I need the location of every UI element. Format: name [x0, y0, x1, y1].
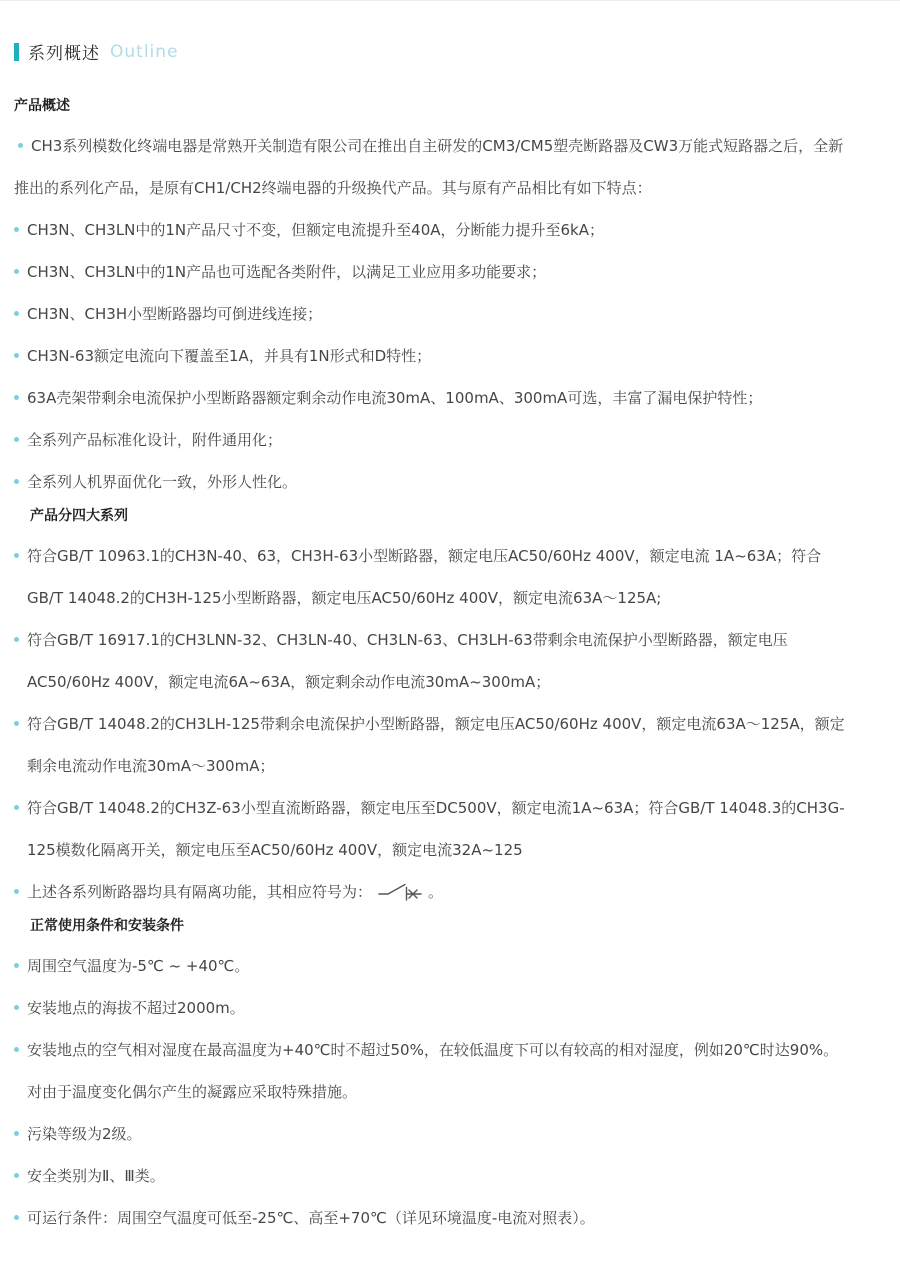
- bullet-text: 符合GB/T 14048.2的CH3LH-125带剩余电流保护小型断路器，额定电压AC50/60Hz 400V，额定电流63A～125A，额定剩余电流动作电流30mA～300mA；: [27, 715, 845, 775]
- section-heading: 产品概述: [14, 98, 70, 114]
- bullet-item: [14, 1029, 852, 1113]
- page-subtitle: Outline: [110, 41, 179, 62]
- bullet-item: [14, 787, 852, 871]
- bullet-item: [14, 335, 852, 377]
- bullet-dot-icon: [18, 143, 23, 148]
- bullet-text: 全系列人机界面优化一致，外形人性化。: [27, 473, 298, 491]
- bullet-text: 可运行条件：周围空气温度可低至-25℃、高至+70℃（详见环境温度-电流对照表）。: [27, 1209, 595, 1227]
- bullet-text: 安装地点的空气相对湿度在最高温度为+40℃时不超过50%，在较低温度下可以有较高的相对湿度，例如20℃时达90%。对由于温度变化偶尔产生的凝露应采取特殊措施。: [27, 1041, 839, 1101]
- bullet-item: [14, 1155, 852, 1197]
- bullet-list: [0, 535, 900, 913]
- bullet-item: [14, 209, 852, 251]
- bullet-item: [14, 987, 852, 1029]
- bullet-text: 符合GB/T 16917.1的CH3LNN-32、CH3LN-40、CH3LN-63、CH3LH-63带剩余电流保护小型断路器，额定电压AC50/60Hz 400V，额定电流6A~63A，额定剩余动作电流30mA~300mA；: [27, 631, 788, 691]
- bullet-text: 上述各系列断路器均具有隔离功能，其相应符号为：: [27, 883, 373, 901]
- bullet-item: [14, 251, 852, 293]
- bullet-text: 污染等级为2级。: [27, 1125, 142, 1143]
- bullet-item: [14, 419, 852, 461]
- bullet-list: [0, 125, 900, 503]
- bullet-text: 周围空气温度为-5℃ ~ +40℃。: [27, 957, 250, 975]
- bullet-text: 符合GB/T 14048.2的CH3Z-63小型直流断路器，额定电压至DC500V，额定电流1A~63A；符合GB/T 14048.3的CH3G-125模数化隔离开关，额定电压至AC50/60Hz 400V，额定电流32A~125: [27, 799, 845, 859]
- bullet-text: 。: [428, 883, 444, 901]
- bullet-text: CH3N、CH3H小型断路器均可倒进线连接；: [27, 305, 323, 323]
- bullet-item: [14, 293, 852, 335]
- bullet-item: [14, 535, 852, 619]
- bullet-text: CH3系列模数化终端电器是常熟开关制造有限公司在推出自主研发的CM3/CM5塑壳断路器及CW3万能式短路器之后，全新推出的系列化产品，是原有CH1/CH2终端电器的升级换代产品。其与原有产品相比有如下特点：: [14, 137, 844, 197]
- bullet-item: [14, 461, 852, 503]
- bullet-list: [0, 945, 900, 1239]
- isolating-function-symbol-icon: [378, 879, 422, 903]
- bullet-text: 63A壳架带剩余电流保护小型断路器额定剩余动作电流30mA、100mA、300mA可选，丰富了漏电保护特性；: [27, 389, 763, 407]
- bullet-text: 全系列产品标准化设计，附件通用化；: [27, 431, 283, 449]
- bullet-item: [14, 945, 852, 987]
- bullet-text: CH3N、CH3LN中的1N产品尺寸不变，但额定电流提升至40A，分断能力提升至6kA；: [27, 221, 604, 239]
- accent-bar-icon: [14, 43, 19, 61]
- bullet-item: [14, 1197, 852, 1239]
- page-title: 系列概述: [28, 44, 100, 64]
- section-header: [14, 39, 900, 64]
- bullet-item: [14, 377, 852, 419]
- bullet-item: [14, 703, 852, 787]
- bullet-text: 安装地点的海拔不超过2000m。: [27, 999, 245, 1017]
- bullet-text: CH3N-63额定电流向下覆盖至1A，并具有1N形式和D特性；: [27, 347, 432, 365]
- section-heading: 正常使用条件和安装条件: [30, 918, 184, 934]
- bullet-item: [14, 125, 852, 209]
- section-heading: 产品分四大系列: [30, 508, 128, 524]
- sections-container: [0, 97, 900, 1239]
- bullet-text: 符合GB/T 10963.1的CH3N-40、63，CH3H-63小型断路器，额定电压AC50/60Hz 400V，额定电流 1A~63A；符合GB/T 14048.2的CH3H-125小型断路器，额定电压AC50/60Hz 400V，额定电流63A～125A;: [27, 547, 822, 607]
- bullet-text: 安全类别为Ⅱ、Ⅲ类。: [27, 1167, 165, 1185]
- bullet-item: [14, 1113, 852, 1155]
- bullet-text: CH3N、CH3LN中的1N产品也可选配各类附件，以满足工业应用多功能要求；: [27, 263, 547, 281]
- bullet-item: [14, 619, 852, 703]
- bullet-item: [14, 871, 852, 913]
